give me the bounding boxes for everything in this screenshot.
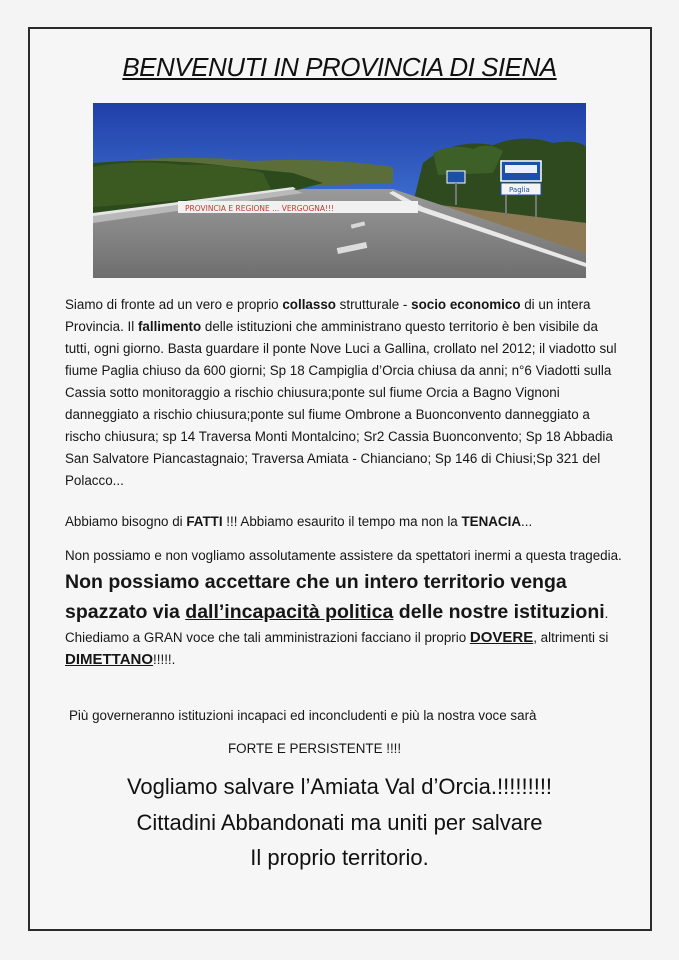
banner-text: PROVINCIA E REGIONE ... VERGOGNA!!!: [185, 204, 335, 213]
page-title: BENVENUTI IN PROVINCIA DI SIENA: [122, 52, 557, 82]
road-photo: [93, 103, 586, 278]
closing-line-3: Il proprio territorio.: [250, 845, 429, 870]
paragraph-voice: Più governeranno istituzioni incapaci ed inconcludenti e più la nostra voce sarà: [69, 708, 537, 723]
paragraph-appeal: Non possiamo e non vogliamo assolutamente assistere da spettatori inermi a questa tragedia. Non possiamo accettare che un intero territorio venga spazzato via dall’incapacità politica delle nostre istituzioni. Chiediamo a GRAN voce che tali amministrazioni facciano il proprio DOVERE, altrimenti si DIMETTANO!!!!!.: [65, 548, 622, 668]
closing-line-1: Vogliamo salvare l’Amiata Val d’Orcia.!!!!!!!!!: [126, 774, 553, 799]
paragraph-fatti: Abbiamo bisogno di FATTI !!! Abbiamo esaurito il tempo ma non la TENACIA...: [65, 514, 533, 529]
paragraph-persistent: FORTE E PERSISTENTE !!!!: [228, 741, 402, 756]
closing-line-2: Cittadini Abbandonati ma uniti per salvare: [136, 810, 543, 835]
road-sign-text: Paglia: [509, 186, 530, 194]
paragraph-infrastructure: Siamo di fronte ad un vero e proprio collasso strutturale - socio economico di un intera Provincia. Il fallimento delle istituzioni che amministrano questo territorio è ben visibile da tutti, ogni giorno. Basta guardare il ponte Nove Luci a Gallina, crollato nel 2012; il viadotto sul fiume Paglia chiuso da 600 giorni; Sp 18 Campiglia d’Orcia chiusa da anni; n°6 Viadotti sulla Cassia sotto monitoraggio a rischio chiusura;ponte sul fiume Orcia a Bagno Vignoni danneggiato a rischio chiusura;ponte sul fiume Ombrone a Buonconvento danneggiato a rischo chiusura; sp 14 Traversa Monti Montalcino; Sr2 Cassia Buonconvento; Sp 18 Abbadia San Salvatore Piancastagnaio; Traversa Amiata - Chianciano; Sp 146 di Chiusi;Sp 321 del Polacco...: [65, 297, 617, 488]
